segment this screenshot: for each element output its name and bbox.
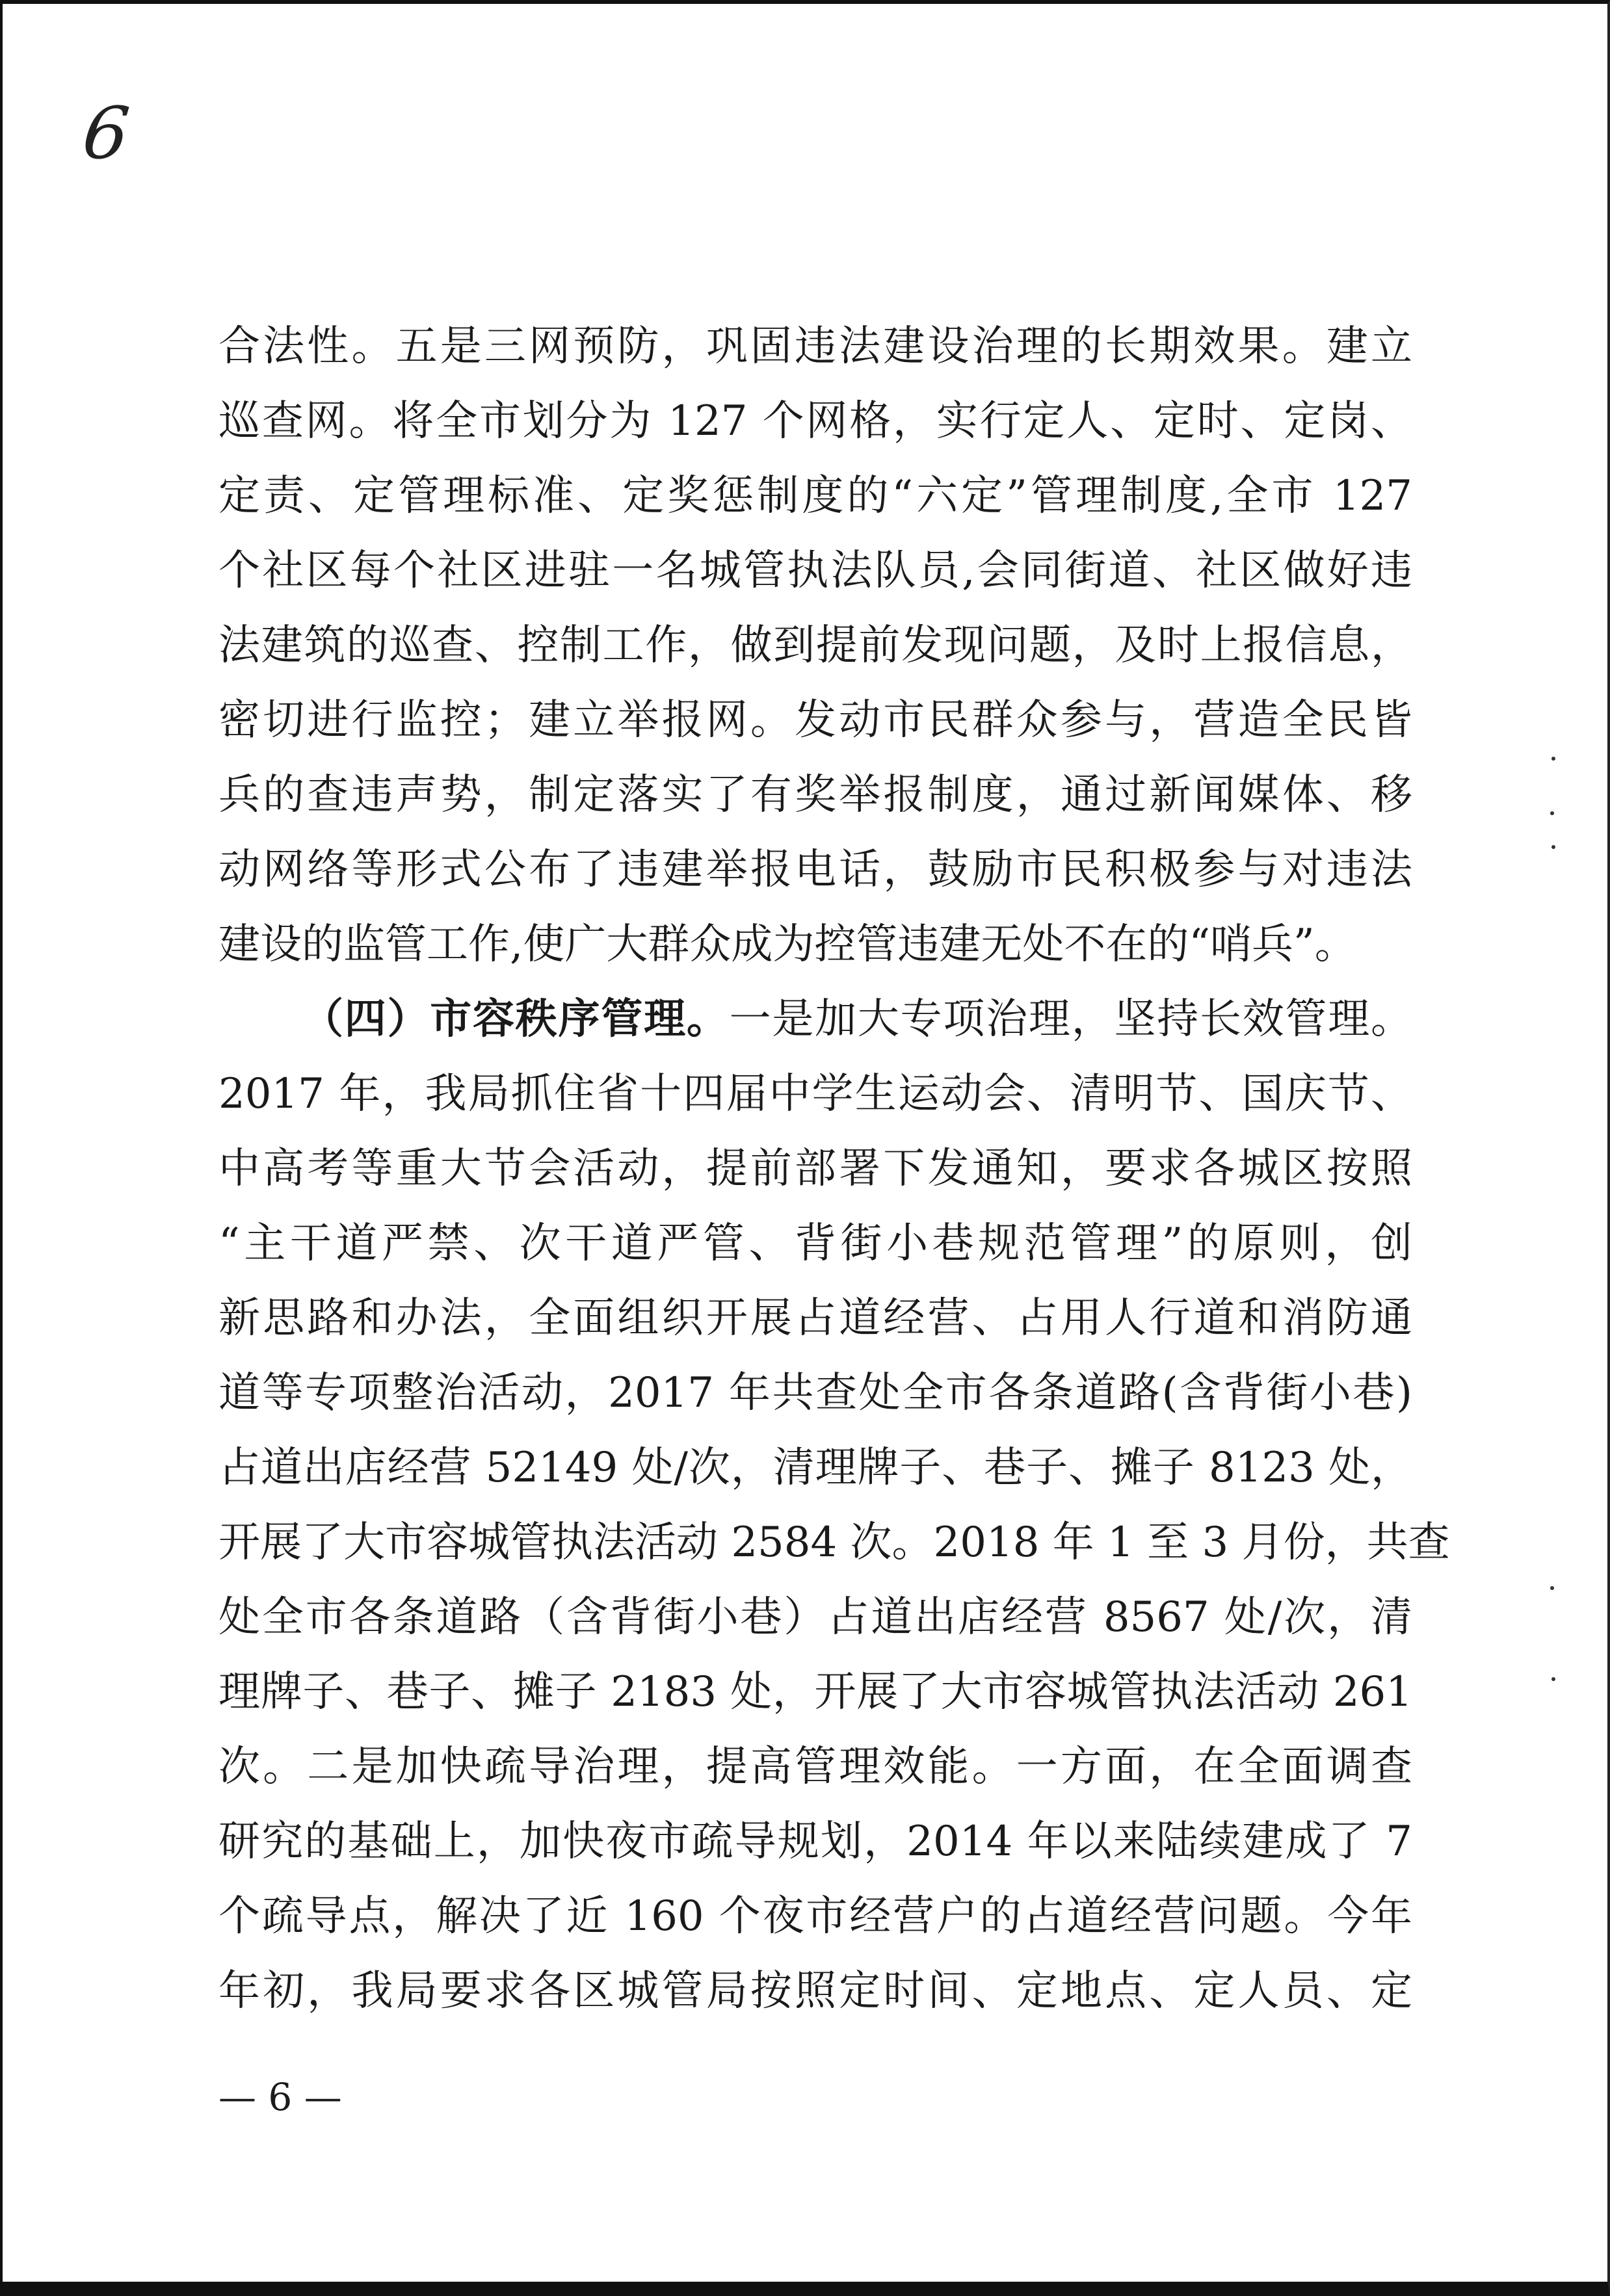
text-line: 2017 年，我局抓住省十四届中学生运动会、清明节、国庆节、 [218, 1070, 1412, 1118]
text-line: 理牌子、巷子、摊子 2183 处，开展了大市容城管执法活动 261 [218, 1668, 1412, 1716]
scan-speck [1551, 845, 1555, 849]
handwritten-page-mark: 6 [79, 92, 133, 175]
scan-speck [1551, 1677, 1555, 1681]
text-line: 个社区每个社区进驻一名城管执法队员,会同街道、社区做好违 [218, 547, 1412, 595]
page-number-footer: — 6 — [218, 2075, 342, 2119]
text-line: 定责、定管理标准、定奖惩制度的“六定”管理制度,全市 127 [218, 472, 1412, 520]
text-line: 开展了大市容城管执法活动 2584 次。2018 年 1 至 3 月份，共查 [218, 1519, 1450, 1567]
text-line: 密切进行监控；建立举报网。发动市民群众参与，营造全民皆 [218, 696, 1412, 744]
scan-speck [1550, 811, 1554, 815]
text-line: 年初，我局要求各区城管局按照定时间、定地点、定人员、定 [218, 1967, 1412, 2015]
text-line: 建设的监管工作,使广大群众成为控管违建无处不在的“哨兵”。 [218, 920, 1356, 969]
text-line: 占道出店经营 52149 处/次，清理牌子、巷子、摊子 8123 处， [218, 1444, 1412, 1492]
text-line: 合法性。五是三网预防，巩固违法建设治理的长期效果。建立 [218, 322, 1412, 371]
section-heading: （四）市容秩序管理。 [302, 995, 730, 1043]
text-line: 个疏导点，解决了近 160 个夜市经营户的占道经营问题。今年 [218, 1892, 1412, 1940]
paragraph-first-line [218, 982, 1412, 1057]
document-body [218, 309, 1450, 2029]
text-line: 研究的基础上，加快夜市疏导规划，2014 年以来陆续建成了 7 [218, 1818, 1412, 1866]
text-line: 处全市各条道路（含背街小巷）占道出店经营 8567 处/次，清 [218, 1593, 1412, 1641]
text-line: “主干道严禁、次干道严管、背街小巷规范管理”的原则，创 [218, 1220, 1412, 1268]
text-line: 新思路和办法，全面组织开展占道经营、占用人行道和消防通 [218, 1294, 1412, 1342]
text-line: 次。二是加快疏导治理，提高管理效能。一方面，在全面调查 [218, 1743, 1412, 1791]
scan-speck [1551, 757, 1555, 761]
text-line: 兵的查违声势，制定落实了有奖举报制度，通过新闻媒体、移 [218, 771, 1412, 819]
text-line: 道等专项整治活动，2017 年共查处全市各条道路(含背街小巷) [218, 1369, 1412, 1417]
text-line-rest: 一是加大专项治理，坚持长效管理。 [729, 995, 1413, 1043]
scan-speck [1550, 1586, 1554, 1590]
text-line: 巡查网。将全市划分为 127 个网格，实行定人、定时、定岗、 [218, 397, 1412, 445]
text-line: 中高考等重大节会活动，提前部署下发通知，要求各城区按照 [218, 1145, 1412, 1193]
text-line: 法建筑的巡查、控制工作，做到提前发现问题，及时上报信息， [218, 621, 1412, 670]
text-line: 动网络等形式公布了违建举报电话，鼓励市民积极参与对违法 [218, 846, 1412, 894]
